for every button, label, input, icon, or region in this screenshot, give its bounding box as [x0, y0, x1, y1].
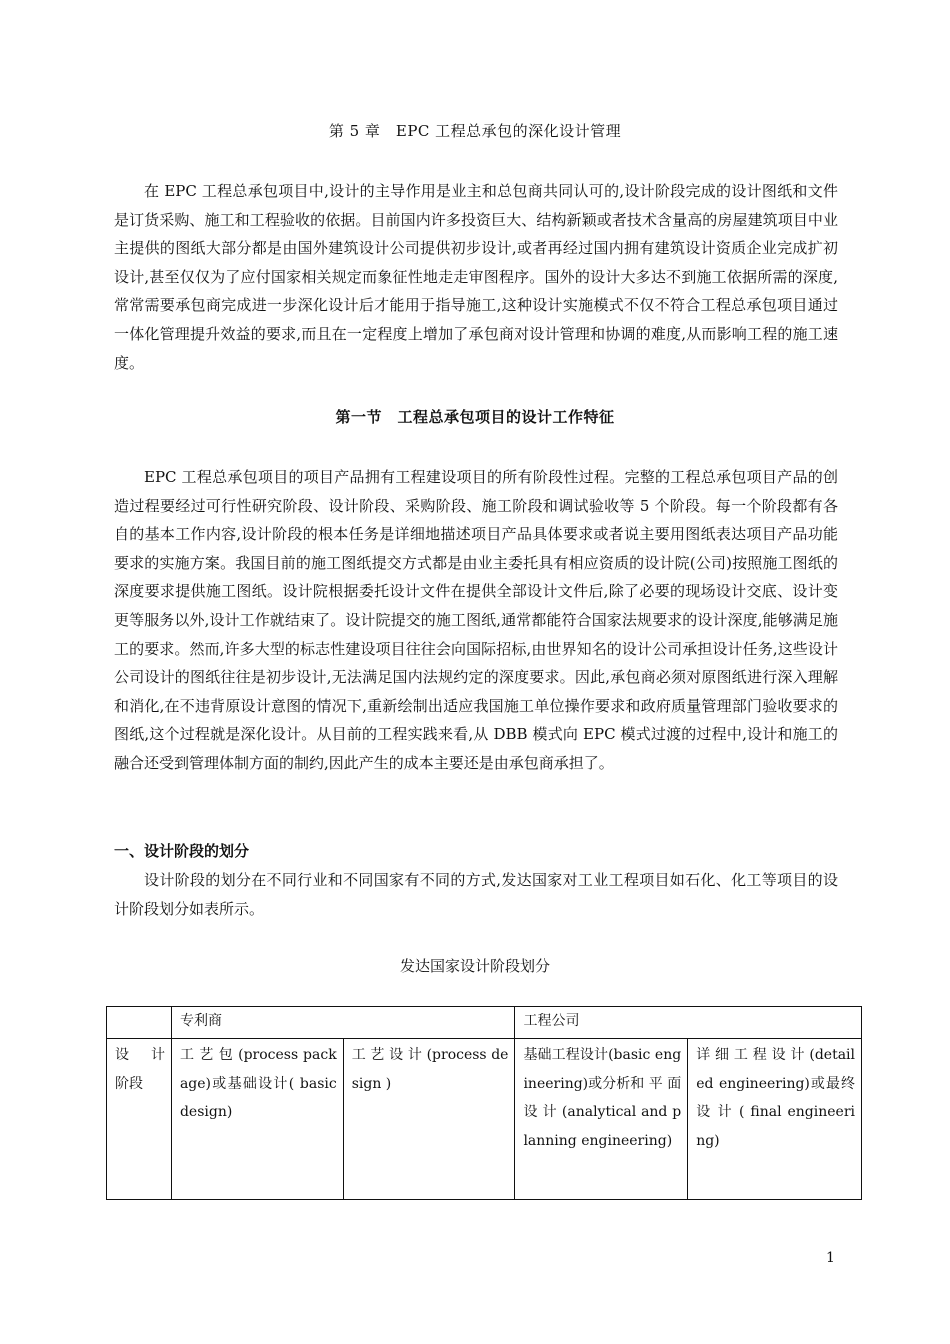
table-cell-process-design: 工 艺 设 计 (process design )	[343, 1039, 515, 1200]
section-paragraph: EPC 工程总承包项目的项目产品拥有工程建设项目的所有阶段性过程。完整的工程总承包项目产品的创造过程要经过可行性研究阶段、设计阶段、采购阶段、施工阶段和调试验收等 5 个阶段。每一个阶段都有各自的基本工作内容,设计阶段的根本任务是详细地描述项目产品具体要求或者说主要用图纸表达项目产品功能要求的实施方案。我国目前的施工图纸提交方式都是由业主委托具有相应资质的设计院(公司)按照施工图纸的深度要求提供施工图纸。设计院根据委托设计文件在提供全部设计文件后,除了必要的现场设计交底、设计变更等服务以外,设计工作就结束了。设计院提交的施工图纸,通常都能符合国家法规要求的设计深度,能够满足施工的要求。然而,许多大型的标志性建设项目往往会向国际招标,由世界知名的设计公司承担设计任务,这些设计公司设计的图纸往往是初步设计,无法满足国内法规约定的深度要求。因此,承包商必须对原图纸进行深入理解和消化,在不违背原设计意图的情况下,重新绘制出适应我国施工单位操作要求和政府质量管理部门验收要求的图纸,这个过程就是深化设计。从目前的工程实践来看,从 DBB 模式向 EPC 模式过渡的过程中,设计和施工的融合还受到管理体制方面的制约,因此产生的成本主要还是由承包商承担了。	[114, 468, 838, 772]
table-header-row	[107, 1007, 862, 1039]
table-cell-basic-engineering: 基础工程设计(basic engineering)或分析和 平 面 设 计 (analytical and planning engineering)	[515, 1039, 688, 1200]
intro-paragraph: 在 EPC 工程总承包项目中,设计的主导作用是业主和总包商共同认可的,设计阶段完成的设计图纸和文件是订货采购、施工和工程验收的依据。目前国内许多投资巨大、结构新颖或者技术含量高的房屋建筑项目中业主提供的图纸大部分都是由国外建筑设计公司提供初步设计,或者再经过国内拥有建筑设计资质企业完成扩初设计,甚至仅仅为了应付国家相关规定而象征性地走走审图程序。国外的设计大多达不到施工依据所需的深度,常常需要承包商完成进一步深化设计后才能用于指导施工,这种设计实施模式不仅不符合工程总承包项目通过一体化管理提升效益的要求,而且在一定程度上增加了承包商对设计管理和协调的难度,从而影响工程的施工速度。	[114, 182, 838, 372]
section-title: 第一节 工程总承包项目的设计工作特征	[335, 408, 615, 426]
table-caption: 发达国家设计阶段划分	[399, 957, 550, 975]
table-row-label: 设 计阶段	[107, 1039, 172, 1200]
page-number: 1	[826, 1250, 835, 1266]
table-header-engineering-company: 工程公司	[515, 1007, 862, 1039]
table-header-empty-cell	[107, 1007, 172, 1039]
chapter-title: 第 5 章 EPC 工程总承包的深化设计管理	[328, 122, 622, 140]
table-cell-process-package: 工 艺 包 (process package)或基础设计( basic design)	[171, 1039, 343, 1200]
table-cell-detailed-engineering: 详 细 工 程 设 计 (detailed engineering)或最终 设 计 ( final engineering)	[688, 1039, 862, 1200]
table-row	[107, 1039, 862, 1200]
table-header-patentee: 专利商	[171, 1007, 515, 1039]
subsection-paragraph: 设计阶段的划分在不同行业和不同国家有不同的方式,发达国家对工业工程项目如石化、化工等项目的设计阶段划分如表所示。	[114, 871, 838, 918]
design-stages-table	[106, 1006, 862, 1200]
subsection-heading: 一、设计阶段的划分	[114, 842, 250, 860]
